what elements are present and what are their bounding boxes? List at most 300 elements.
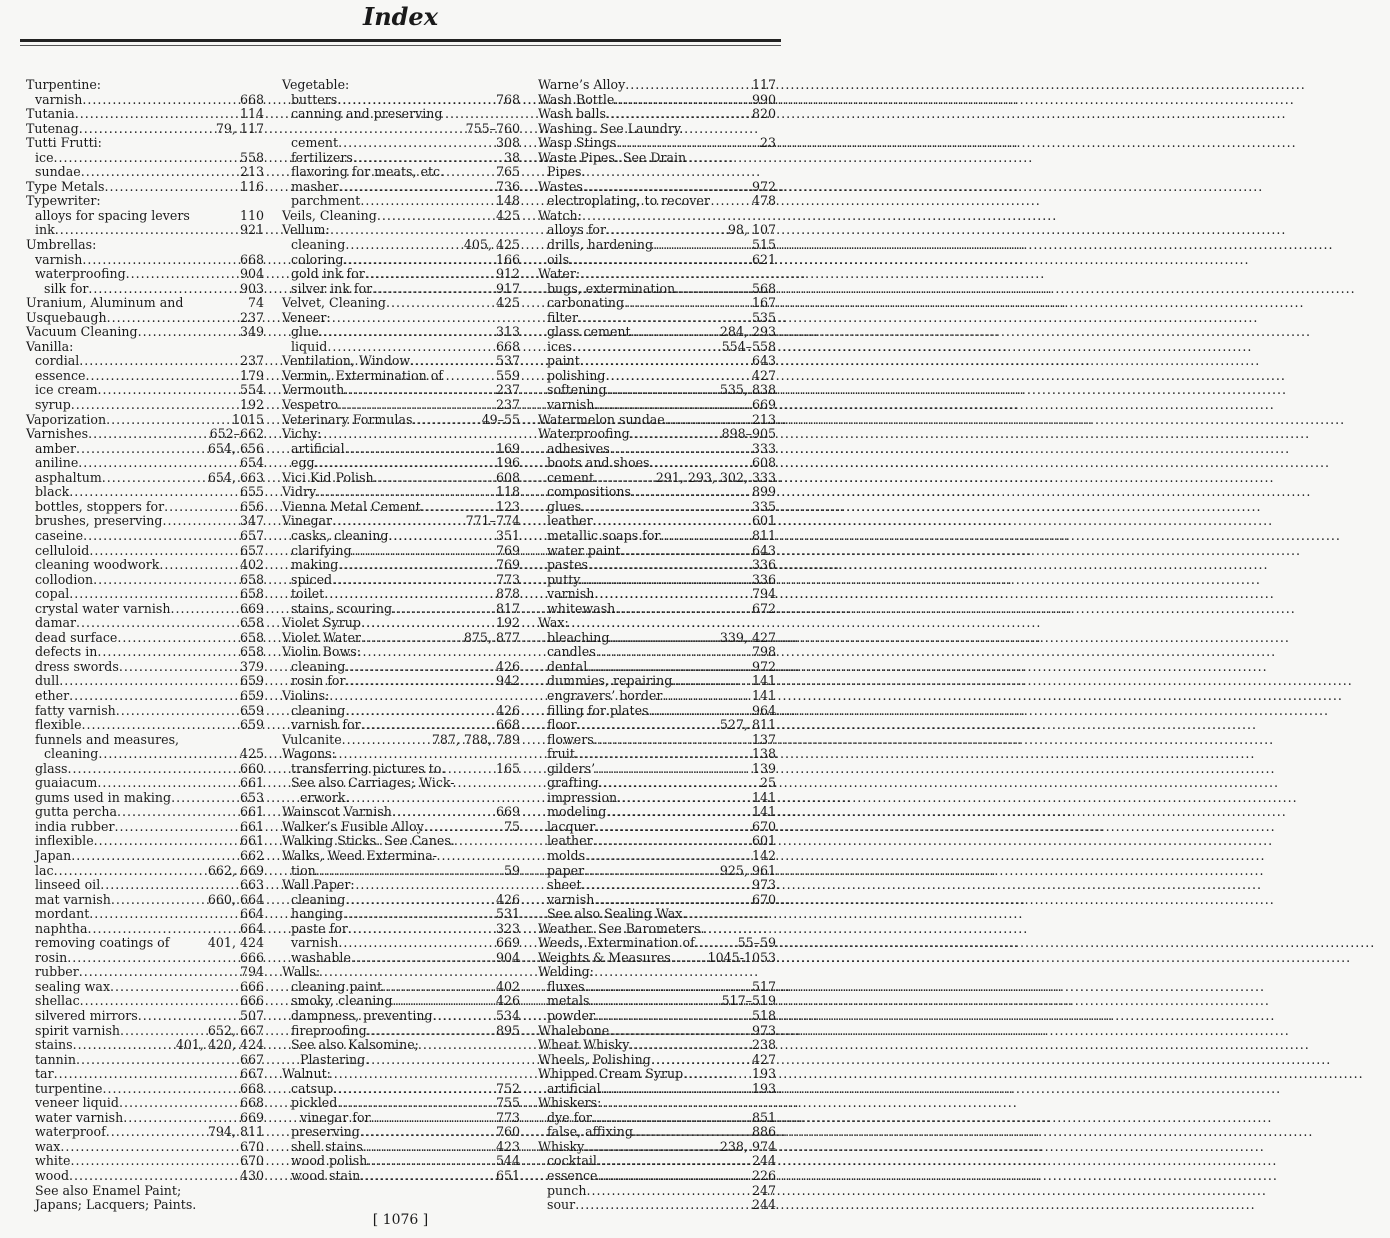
entry-label: metallic soaps for — [547, 527, 661, 543]
entry-label: asphaltum — [35, 469, 102, 485]
entry-pages: 141 — [751, 673, 776, 689]
index-entry — [26, 544, 264, 559]
entry-pages: 534 — [495, 1008, 520, 1023]
index-entry — [282, 456, 520, 471]
entry-label: Violet Syrup — [282, 615, 361, 631]
index-entry — [538, 296, 776, 311]
leader-dots — [671, 951, 705, 966]
index-entry — [282, 180, 520, 195]
index-entry — [282, 704, 520, 719]
entry-pages: 654 — [239, 455, 264, 471]
entry-pages: 313 — [495, 324, 520, 340]
entry-pages: 658 — [239, 571, 264, 587]
index-entry — [26, 253, 264, 268]
entry-label: Velvet, Cleaning — [282, 295, 386, 311]
index-entry — [538, 645, 776, 660]
entry-pages: 736 — [495, 178, 520, 194]
index-entry — [538, 1169, 776, 1184]
index-entry — [538, 442, 776, 457]
entry-pages: 167 — [751, 295, 776, 311]
leader-dots — [592, 1111, 749, 1126]
index-entry — [538, 1154, 776, 1169]
leader-dots — [594, 733, 749, 748]
entry-label: Wash balls — [538, 106, 607, 122]
index-entry — [538, 951, 776, 966]
entry-pages: 405, 425 — [463, 237, 520, 253]
entry-label: cleaning paint — [291, 978, 383, 994]
index-entry — [26, 587, 264, 602]
index-text: Pipes. — [547, 164, 586, 180]
entry-pages: 917 — [495, 280, 520, 296]
index-entry — [282, 1140, 520, 1155]
index-heading: Turpentine: — [26, 77, 102, 92]
entry-pages: 559 — [495, 367, 520, 383]
index-heading: Whiskers: — [538, 1095, 602, 1111]
entry-pages: 662 — [239, 847, 264, 863]
entry-pages: 668 — [495, 338, 520, 354]
entry-label: wax — [35, 1138, 61, 1154]
leader-dots — [60, 1140, 237, 1155]
entry-pages: 402 — [495, 978, 520, 994]
entry-pages: 401, 420, 424 — [175, 1037, 264, 1053]
leader-dots — [338, 136, 493, 151]
entry-pages: 662, 669 — [207, 862, 264, 878]
entry-pages: 25 — [759, 775, 776, 791]
entry-label: Veterinary Formulas — [282, 411, 413, 427]
leader-dots — [343, 907, 493, 922]
index-heading: Umbrellas: — [26, 237, 97, 253]
entry-pages: 401, 424 — [207, 935, 264, 951]
entry-pages: 904 — [495, 949, 520, 965]
entry-label: paste for — [291, 920, 348, 936]
leader-dots — [83, 529, 237, 544]
entry-label: polishing — [547, 367, 606, 383]
entry-pages: 59 — [503, 862, 520, 878]
index-entry — [26, 1140, 264, 1155]
leader-dots — [588, 558, 749, 573]
entry-label: silvered mirrors — [35, 1008, 138, 1023]
entry-label: dampness, preventing — [291, 1008, 433, 1023]
entry-label: Vienna Metal Cement — [282, 498, 421, 514]
entry-pages: 643 — [751, 542, 776, 558]
entry-label: copal — [35, 586, 70, 602]
index-entry — [26, 529, 264, 544]
page-title: Index — [362, 2, 439, 31]
entry-label: Vermin, Extermination of — [282, 367, 443, 383]
entry-label: paint — [547, 353, 580, 369]
leader-dots — [606, 107, 749, 122]
leader-dots — [593, 514, 749, 529]
entry-label: putty — [547, 571, 581, 587]
index-entry — [26, 1067, 264, 1082]
index-entry — [282, 573, 520, 588]
index-entry — [282, 383, 520, 398]
entry-label: Vidry — [282, 484, 317, 500]
entry-pages: 531 — [495, 906, 520, 922]
index-text: Plastering. — [300, 1051, 370, 1067]
index-entry — [282, 325, 520, 340]
entry-label: adhesives — [547, 440, 610, 456]
entry-label: masher — [291, 178, 339, 194]
index-entry — [26, 864, 264, 879]
entry-pages: 875, 877 — [463, 629, 520, 645]
leader-dots — [594, 893, 749, 908]
index-entry — [26, 980, 264, 995]
entry-pages: 755–760 — [465, 120, 520, 136]
leader-dots — [621, 544, 749, 559]
entry-label: stains — [35, 1037, 73, 1053]
leader-dots — [365, 267, 493, 282]
entry-label: Whalebone — [538, 1022, 610, 1038]
index-heading: Violins: — [282, 687, 330, 703]
entry-label: amber — [35, 440, 76, 456]
entry-pages: 237 — [239, 353, 264, 369]
entry-label: brushes, preserving — [35, 513, 163, 529]
entry-label: veneer liquid — [35, 1095, 119, 1111]
leader-dots — [609, 631, 716, 646]
entry-pages: 554–558 — [721, 338, 776, 354]
leader-dots — [578, 311, 749, 326]
entry-label: dress swords — [35, 658, 119, 674]
entry-label: egg — [291, 455, 315, 471]
entry-pages: 349 — [239, 324, 264, 340]
leader-dots — [572, 340, 719, 355]
entry-label: bottles, stoppers for — [35, 498, 165, 514]
entry-label: compositions — [547, 484, 631, 500]
entry-label: Wainscot Varnish — [282, 804, 392, 820]
entry-label: artificial — [547, 1080, 601, 1096]
index-entry — [26, 471, 264, 486]
entry-pages: 49–55 — [481, 411, 520, 427]
entry-pages: 193 — [751, 1080, 776, 1096]
entry-label: vinegar for — [300, 1109, 371, 1125]
leader-dots — [433, 1009, 493, 1024]
entry-pages: 659 — [239, 673, 264, 689]
leader-dots — [117, 631, 237, 646]
leader-dots — [584, 864, 717, 879]
entry-label: white — [35, 1153, 71, 1169]
entry-pages: 608 — [495, 469, 520, 485]
leader-dots — [361, 631, 461, 646]
entry-label: ice — [35, 149, 54, 165]
index-heading: Welding: — [538, 964, 594, 980]
entry-pages: 659 — [239, 702, 264, 718]
index-heading: Walnut: — [282, 1066, 331, 1082]
leader-dots — [87, 922, 236, 937]
leader-dots — [575, 1198, 749, 1213]
entry-label: cement — [291, 135, 339, 151]
entry-label: Type Metals — [26, 178, 105, 194]
index-entry — [282, 718, 520, 733]
entry-label: toilet — [291, 586, 325, 602]
entry-label: fatty varnish — [35, 702, 116, 718]
leader-dots — [170, 602, 237, 617]
leader-dots — [82, 93, 237, 108]
leader-dots — [73, 1038, 173, 1053]
leader-dots — [123, 1111, 237, 1126]
leader-dots — [599, 776, 757, 791]
index-entry — [26, 674, 264, 689]
entry-label: leather — [547, 833, 593, 849]
entry-label: damar — [35, 615, 77, 631]
index-heading: Vegetable: — [282, 77, 350, 92]
entry-pages: 643 — [751, 353, 776, 369]
leader-dots — [360, 1169, 493, 1184]
entry-label: sealing wax — [35, 978, 111, 994]
entry-pages: 123 — [495, 498, 520, 514]
index-entry — [282, 194, 520, 209]
index-column-1 — [26, 77, 264, 1213]
index-entry — [538, 849, 776, 864]
index-entry — [538, 194, 776, 209]
index-entry — [282, 340, 520, 355]
entry-pages: 517 — [751, 978, 776, 994]
leader-dots — [82, 718, 237, 733]
entry-pages: 507 — [239, 1008, 264, 1023]
index-entry — [538, 718, 776, 733]
index-entry — [538, 1009, 776, 1024]
entry-label: flowers — [547, 731, 594, 747]
leader-dots — [594, 398, 749, 413]
entry-label: false, affixing — [547, 1124, 633, 1140]
index-entry — [282, 631, 520, 646]
index-entry — [538, 398, 776, 413]
index-entry — [538, 602, 776, 617]
leader-dots — [580, 573, 749, 588]
entry-pages: 426 — [495, 891, 520, 907]
entry-pages: 544 — [495, 1153, 520, 1169]
entry-label: tion — [291, 862, 316, 878]
leader-dots — [110, 980, 237, 995]
entry-label: sour — [547, 1197, 576, 1213]
index-entry — [538, 893, 776, 908]
index-entry — [26, 616, 264, 631]
entry-label: varnish — [35, 251, 83, 267]
entry-pages: 794, 811 — [207, 1124, 264, 1140]
entry-pages: 38 — [503, 149, 520, 165]
entry-pages: 668 — [239, 1095, 264, 1111]
index-entry — [282, 980, 520, 995]
leader-dots — [662, 689, 749, 704]
entry-pages: 973 — [751, 877, 776, 893]
entry-label: ice cream — [35, 382, 98, 398]
leader-dots — [324, 587, 493, 602]
leader-dots — [586, 1184, 749, 1199]
leader-dots — [660, 529, 749, 544]
entry-label: paper — [547, 862, 585, 878]
index-text: Waste Pipes. See Drain — [538, 149, 687, 165]
index-entry — [26, 122, 264, 137]
index-entry — [26, 456, 264, 471]
index-entry — [282, 238, 520, 253]
entry-label: butters — [291, 91, 338, 107]
entry-pages: 670 — [751, 891, 776, 907]
entry-label: softening — [547, 382, 607, 398]
leader-dots — [351, 951, 493, 966]
entry-label: water paint — [547, 542, 621, 558]
index-heading: Wall Paper: — [282, 877, 355, 893]
index-entry — [26, 1154, 264, 1169]
entry-label: sheet — [547, 877, 582, 893]
index-entry — [538, 733, 776, 748]
entry-label: casks, cleaning — [291, 527, 389, 543]
leader-dots — [94, 834, 237, 849]
entry-label: Waterproofing — [538, 426, 630, 442]
leader-dots — [69, 485, 237, 500]
entry-pages: 659 — [239, 687, 264, 703]
entry-pages: 667 — [239, 1066, 264, 1082]
index-text: Walking Sticks. See Canes. — [282, 833, 455, 849]
entry-label: varnish — [291, 935, 339, 951]
entry-pages: 787, 788, 789 — [431, 731, 520, 747]
entry-pages: 141 — [751, 789, 776, 805]
index-entry — [538, 878, 776, 893]
entry-pages: 773 — [495, 1109, 520, 1125]
index-entry — [538, 93, 776, 108]
index-entry — [26, 762, 264, 777]
entry-label: rubber — [35, 964, 79, 980]
index-entry — [282, 733, 520, 748]
index-entry — [282, 544, 520, 559]
leader-dots — [76, 442, 205, 457]
index-entry — [26, 689, 264, 704]
index-entry — [26, 427, 264, 442]
index-text: See also Sealing Wax. — [547, 906, 687, 922]
index-entry — [282, 994, 520, 1009]
leader-dots — [332, 573, 493, 588]
entry-label: flavoring for meats, etc. — [291, 164, 445, 180]
entry-pages: 244 — [751, 1197, 776, 1213]
leader-dots — [596, 645, 749, 660]
index-entry — [538, 456, 776, 471]
entry-pages: 670 — [239, 1153, 264, 1169]
index-entry — [26, 398, 264, 413]
leader-dots — [582, 878, 749, 893]
index-entry — [282, 1154, 520, 1169]
entry-pages: 811 — [751, 527, 776, 543]
leader-dots — [79, 965, 237, 980]
entry-pages: 654, 663 — [207, 469, 264, 485]
index-entry — [538, 471, 776, 486]
index-text: See also Enamel Paint; — [35, 1182, 182, 1198]
entry-label: naphtha — [35, 920, 88, 936]
entry-pages: 237 — [495, 397, 520, 413]
entry-pages: 669 — [495, 935, 520, 951]
entry-pages: 110 — [239, 207, 264, 223]
leader-dots — [319, 325, 493, 340]
leader-dots — [392, 805, 493, 820]
entry-label: Warne’s Alloy — [538, 77, 626, 92]
leader-dots — [371, 1111, 493, 1126]
leader-dots — [338, 936, 493, 951]
entry-label: candles — [547, 644, 596, 660]
index-entry — [538, 354, 776, 369]
entry-label: lacquer — [547, 818, 596, 834]
leader-dots — [116, 704, 237, 719]
entry-label: water varnish — [35, 1109, 124, 1125]
entry-label: cleaning — [291, 237, 346, 253]
leader-dots — [119, 660, 237, 675]
index-entry — [26, 325, 264, 340]
entry-pages: 608 — [751, 455, 776, 471]
entry-label: caseine — [35, 527, 84, 543]
entry-label: cleaning — [291, 702, 346, 718]
index-entry — [538, 238, 776, 253]
leader-dots — [76, 1053, 237, 1068]
entry-pages: 664 — [239, 920, 264, 936]
index-entry — [282, 209, 520, 224]
entry-label: filling for plates — [547, 702, 649, 718]
index-heading: Typewriter: — [26, 193, 101, 209]
entry-pages: 238, 974 — [719, 1138, 776, 1154]
index-entry — [282, 1096, 520, 1111]
leader-dots — [630, 427, 719, 442]
index-entry — [26, 1111, 264, 1126]
entry-label: varnish — [547, 891, 595, 907]
entry-pages: 478 — [751, 193, 776, 209]
entry-pages: 769 — [495, 542, 520, 558]
entry-label: dull — [35, 673, 60, 689]
index-entry — [282, 529, 520, 544]
entry-pages: 535, 838 — [719, 382, 776, 398]
entry-pages: 427 — [751, 1051, 776, 1067]
entry-label: washable — [291, 949, 351, 965]
leader-dots — [162, 514, 236, 529]
leader-dots — [82, 253, 237, 268]
entry-label: Uranium, Aluminum and — [26, 295, 184, 311]
leader-dots — [89, 544, 237, 559]
entry-label: Walker’s Fusible Alloy — [282, 818, 424, 834]
entry-label: Varnishes — [26, 426, 89, 442]
entry-label: Whisky — [538, 1138, 585, 1154]
leader-dots — [164, 500, 237, 515]
entry-label: ink — [35, 222, 55, 238]
leader-dots — [88, 427, 207, 442]
leader-dots — [649, 704, 749, 719]
entry-pages: 169 — [495, 440, 520, 456]
index-entry — [538, 573, 776, 588]
index-entry — [26, 165, 264, 180]
entry-pages: 426 — [495, 702, 520, 718]
leader-dots — [581, 500, 749, 515]
entry-label: guaiacum — [35, 775, 98, 791]
index-entry — [538, 1125, 776, 1140]
index-entry — [538, 136, 776, 151]
leader-dots — [316, 485, 493, 500]
entry-pages: 192 — [239, 397, 264, 413]
index-entry — [282, 514, 520, 529]
entry-pages: 990 — [751, 91, 776, 107]
index-heading: Wagons: — [282, 746, 336, 762]
index-entry — [538, 544, 776, 559]
index-entry — [538, 282, 776, 297]
index-entry — [282, 762, 520, 777]
leader-dots — [114, 820, 236, 835]
leader-dots — [360, 1125, 493, 1140]
index-entry — [26, 282, 264, 297]
entry-label: ether — [35, 687, 70, 703]
index-entry — [538, 558, 776, 573]
entry-pages: 972 — [751, 658, 776, 674]
entry-label: Veils, Cleaning — [282, 207, 377, 223]
index-entry — [282, 500, 520, 515]
entry-label: filter — [547, 309, 578, 325]
entry-label: hanging — [291, 906, 343, 922]
leader-dots — [345, 238, 461, 253]
entry-label: drills, hardening — [547, 237, 654, 253]
entry-pages: 658 — [239, 586, 264, 602]
leader-dots — [605, 369, 748, 384]
